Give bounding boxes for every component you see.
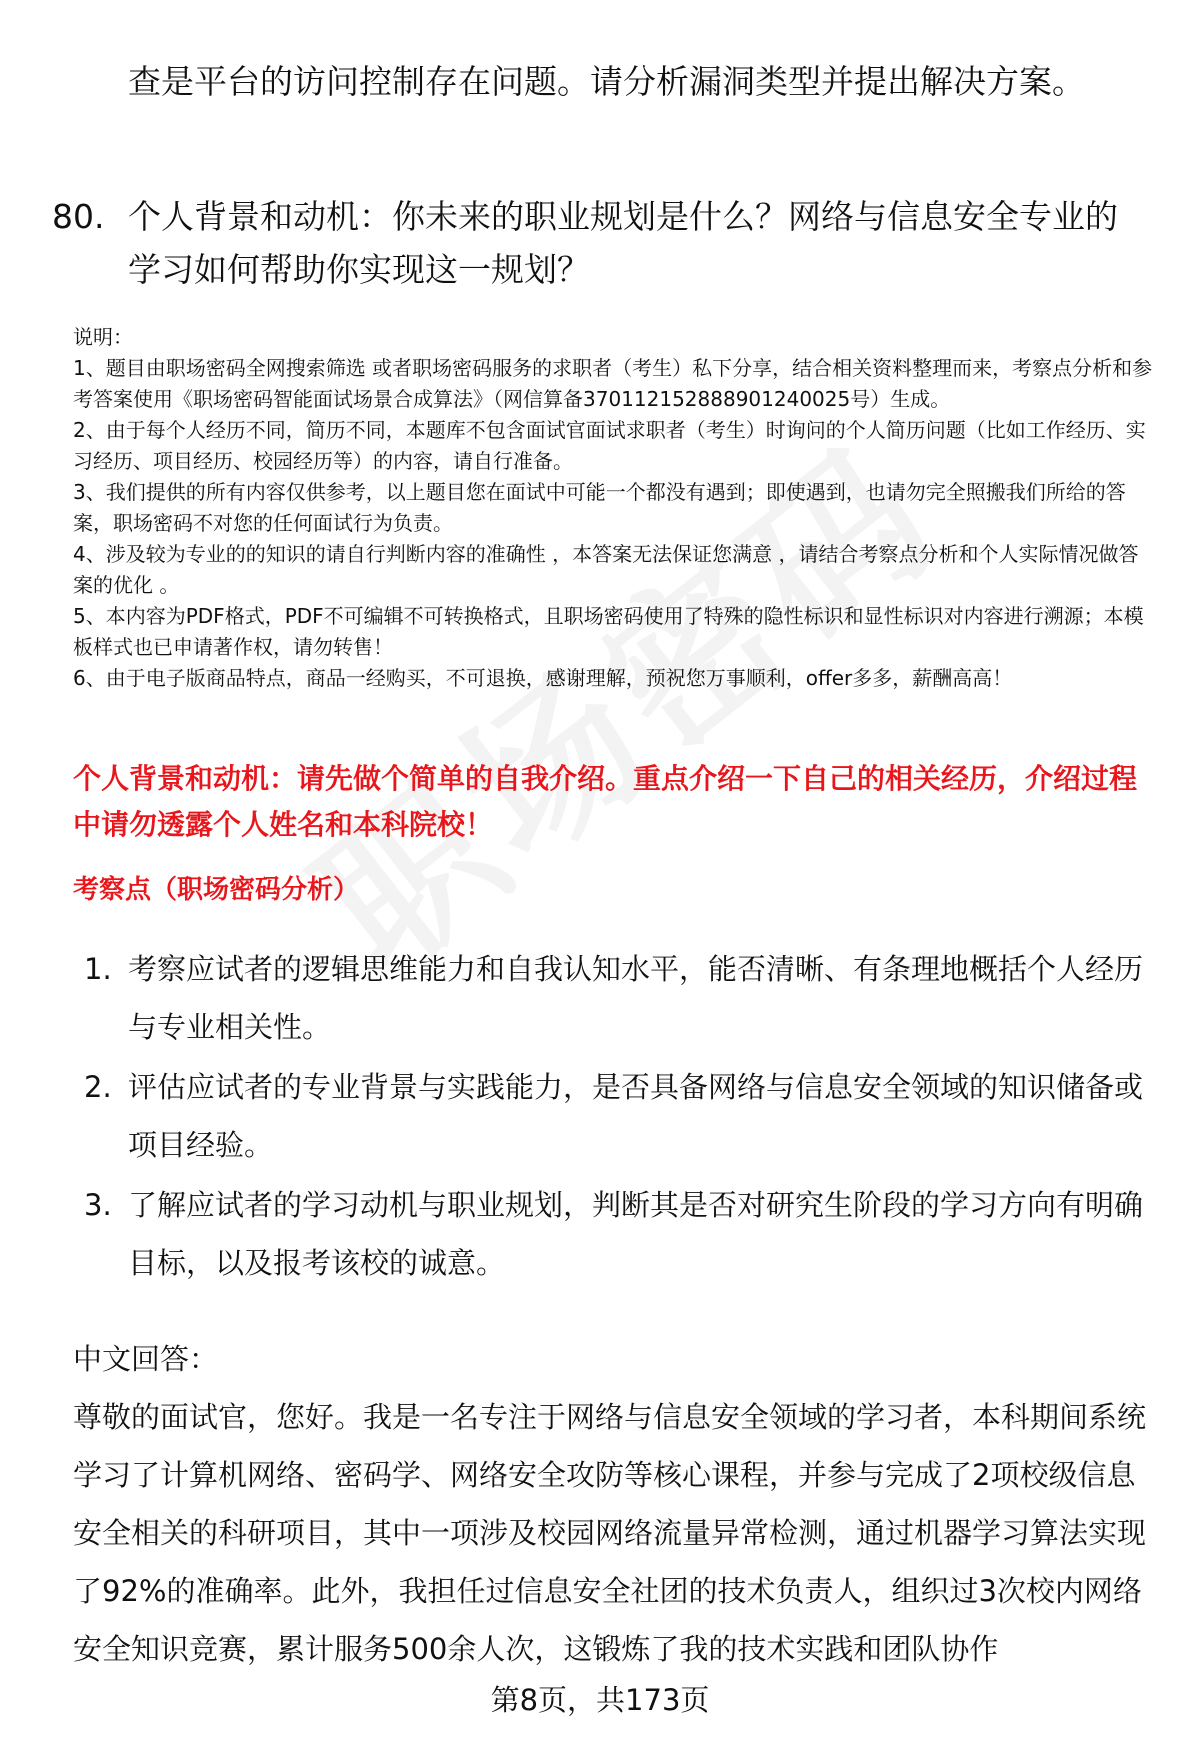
previous-question-continuation: 查是平台的访问控制存在问题。请分析漏洞类型并提出解决方案。 [128,62,1085,101]
note-item: 2、由于每个人经历不同，简历不同，本题库不包含面试官面试求职者（考生）时询问的个人简历问题（比如工作经历、实习经历、项目经历、校园经历等）的内容，请自行准备。 [73,418,1146,473]
point-number: 3. [84,1188,112,1222]
list-item [84,1176,1159,1292]
question-number: 80. [52,197,105,236]
list-item [84,1058,1159,1174]
note-item: 4、涉及较为专业的的知识的请自行判断内容的准确性 ，本答案无法保证您满意 ，请结合考察点分析和个人实际情况做答案的优化 。 [73,542,1139,597]
note-item: 1、题目由职场密码全网搜索筛选 或者职场密码服务的求职者（考生）私下分享，结合相关资料整理而来，考察点分析和参考答案使用《职场密码智能面试场景合成算法》（网信算备370112152888901240025号）生成。 [73,356,1153,411]
point-text: 考察应试者的逻辑思维能力和自我认知水平，能否清晰、有条理地概括个人经历与专业相关性。 [128,952,1144,1044]
assessment-points-list [84,940,1159,1294]
list-item [84,940,1159,1056]
answer-text: 尊敬的面试官，您好。我是一名专注于网络与信息安全领域的学习者，本科期间系统学习了计算机网络、密码学、网络安全攻防等核心课程，并参与完成了2项校级信息安全相关的科研项目，其中一项涉及校园网络流量异常检测，通过机器学习算法实现了92%的准确率。此外，我担任过信息安全社团的技术负责人，组织过3次校内网络安全知识竞赛，累计服务500余人次，这锻炼了我的技术实践和团队协作 [73,1400,1147,1666]
note-item: 5、本内容为PDF格式，PDF不可编辑不可转换格式，且职场密码使用了特殊的隐性标识和显性标识对内容进行溯源；本模板样式也已申请著作权，请勿转售！ [73,604,1144,659]
notes-section [73,322,1158,694]
point-text: 了解应试者的学习动机与职业规划，判断其是否对研究生阶段的学习方向有明确目标，以及报考该校的诚意。 [128,1188,1144,1280]
page-footer: 第8页，共173页 [490,1683,710,1717]
point-number: 1. [84,952,112,986]
note-item: 3、我们提供的所有内容仅供参考，以上题目您在面试中可能一个都没有遇到；即使遇到，也请勿完全照搬我们所给的答案，职场密码不对您的任何面试行为负责。 [73,480,1126,535]
answer-label: 中文回答： [73,1342,219,1376]
note-item: 6、由于电子版商品特点，商品一经购买，不可退换，感谢理解，预祝您万事顺利，offer多多，薪酬高高！ [73,666,1013,690]
point-number: 2. [84,1070,112,1104]
assessment-points-title: 考察点（职场密码分析） [73,875,360,905]
question-80 [52,190,1142,296]
question-text: 个人背景和动机：你未来的职业规划是什么？网络与信息安全专业的学习如何帮助你实现这一规划？ [128,197,1118,289]
notes-title: 说明： [73,325,133,349]
point-text: 评估应试者的专业背景与实践能力，是否具备网络与信息安全领域的知识储备或项目经验。 [128,1070,1144,1162]
interview-question-heading: 个人背景和动机：请先做个简单的自我介绍。重点介绍一下自己的相关经历，介绍过程中请勿透露个人姓名和本科院校！ [73,762,1138,841]
